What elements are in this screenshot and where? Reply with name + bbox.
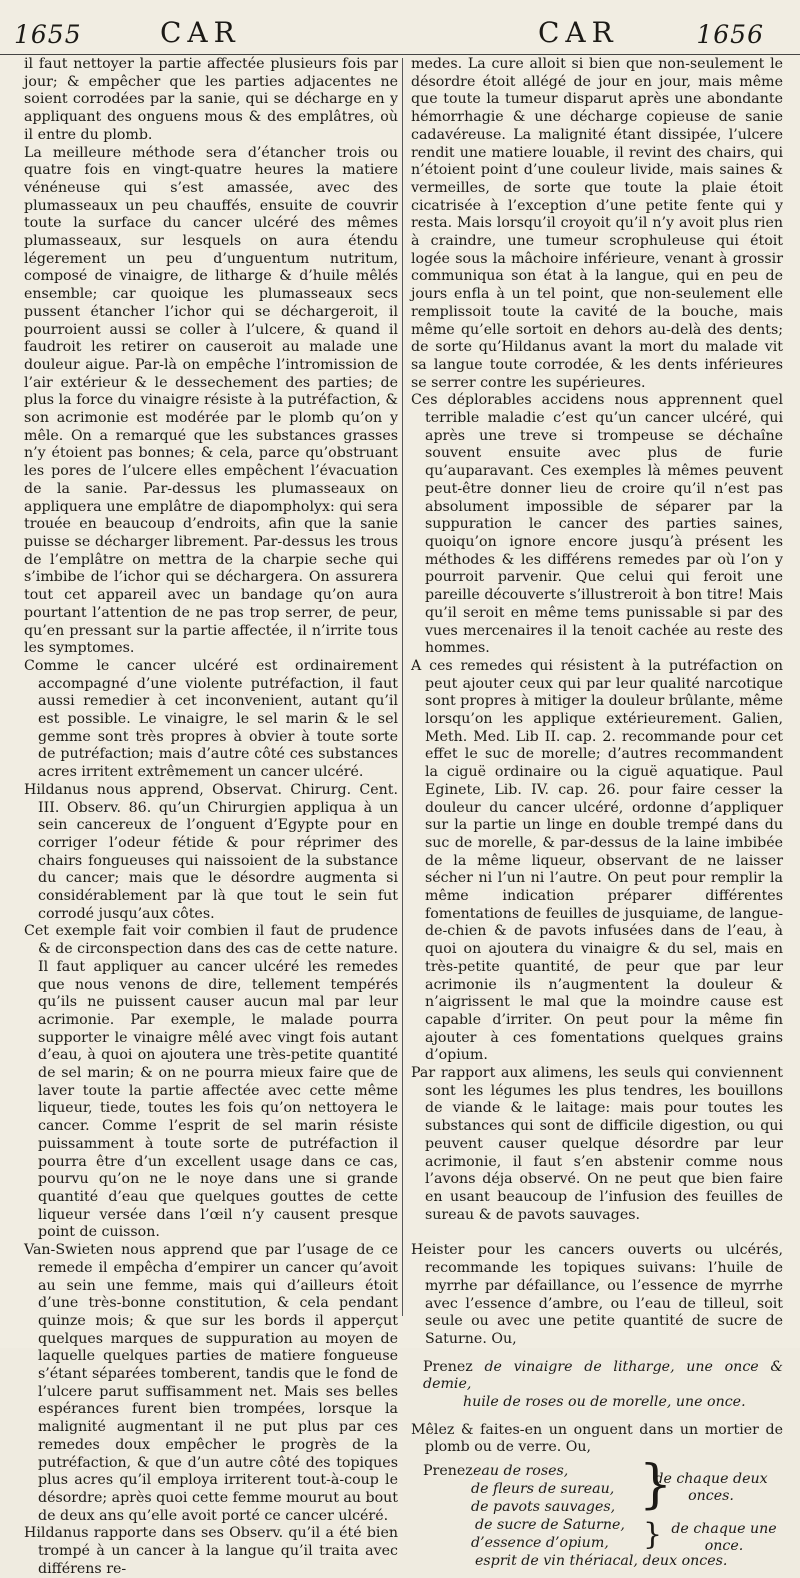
paragraph: La meilleure méthode sera d’étancher trois ou quatre fois en vingt-quatre heures la matiere vénéneuse qui s’est amassée, avec des plumasseaux un peu chauffés, ensuite de couvrir toute la surface du cancer ulcéré des mêmes plumasseaux, sur lesquels on aura étendu légerement un peu d’unguentum nutritum, composé de vinaigre, de litharge & d’huile mêlés ensemble; car quoique les plumasseaux secs pussent étancher l’ichor qui se déchargeroit, il pourroient aussi se coller à l’ulcere, & quand il faudroit les retirer on causeroit au malade une douleur aigue. Par-là on empêche l’intromission de l’air extérieur & le dessechement des parties; de plus la force du vinaigre résiste à la putréfaction, & son acrimonie est modérée par le plomb qu’on y mêle. On a remarqué que les substances grasses n’y étoient pas bonnes; & cela, parce qu’obstruant les pores de l’ulcere elles empêchent l’évacuation de la sanie. Par-dessus les plumasseaux on appliquera une emplâtre de diapompholyx: qui sera trouée en beaucoup d’endroits, afin que la sanie puisse se décharger librement. Par-dessus les trous de l’emplâtre on mettra de la charpie seche qui s’imbibe de l’ichor qui se déchargera. On assurera tout cet appareil avec un bandage qu’on aura pourtant l’attention de ne pas trop serrer, de peur, qu’en pressant sur la partie affectée, il n’irrite tous les symptomes. [24,144,398,657]
paragraph: Hildanus rapporte dans ses Observ. qu’il a été bien trompé à un cancer à la langue qu’il traita avec différens re- [24,1525,398,1577]
ingredient: de fleurs de sureau, [471,1481,615,1498]
paragraph: Hildanus nous apprend, Observat. Chirurg. Cent. III. Observ. 86. qu’un Chirurgien appliqua à un sein cancereux de l’onguent d’Egypte pour en corriger l’odeur fétide & pour réprimer des chairs fongueuses qui naissoient de la substance du cancer; mais que le désordre augmenta si considérablement par là que tout le sein fut corrodé jusqu’aux côtes. [24,781,398,922]
ingredient: esprit de vin thériacal, deux onces. [475,1553,728,1570]
paragraph: il faut nettoyer la partie affectée plusieurs fois par jour; & empêcher que les parties adjacentes ne soient corrodées par la sanie, qui se décharge en y appliquant des onguens mous & des emplâtres, où il entre du plomb. [24,56,398,143]
recipe-one [411,1359,783,1412]
paragraph: medes. La cure alloit si bien que non-seulement le désordre étoit allégé de jour en jour, mais même que toute la tumeur disparut après une abondante hémorrhagie & une décharge copieuse de sanie cadavéreuse. La malignité étant dissipée, l’ulcere rendit une matiere louable, il revint des chairs, qui n’étoient point d’une couleur livide, mais saines & vermeilles, de sorte que toute la plaie étoit cicatrisée à l’exception d’une petite fente qui y resta. Mais lorsqu’il croyoit qu’il n’y avoit plus rien à craindre, une tumeur scrophuleuse qui étoit logée sous la mâchoire inférieure, venant à grossir communiqua son état à la langue, qui en peu de jours enfla à un tel point, que non-seulement elle remplissoit toute la cavité de la bouche, mais même qu’elle sortoit en dehors au-delà des dents; de sorte qu’Hildanus avant la mort du malade vit sa langue toute corrodée, & les dents inférieures se serrer contre les supérieures. [411,56,783,391]
ingredient: de sucre de Saturne, [475,1517,625,1534]
column-divider [402,58,403,1316]
right-running-head: CAR [538,16,619,49]
paragraph: Heister pour les cancers ouverts ou ulcérés, recommande les topiques suivans: l’huile de myrrhe par défaillance, ou l’essence de myrrhe avec l’essence d’ambre, ou l’eau de tilleul, soit seule ou avec une petite quantité de sucre de Saturne. Ou, [411,1242,783,1347]
recipe-lead: Prenez [423,1463,473,1480]
brace: } [643,1517,663,1553]
paragraph: Van-Swieten nous apprend que par l’usage de ce remede il empêcha d’empirer un cancer qu’avoit au sein une femme, mais qui d’ailleurs étoit d’une très-bonne constitution, & cela pendant quinze mois; & que sur les bords il apperçut quelques marques de suppuration au moyen de laquelle quelques parties de matiere fongueuse s’étant séparées tomberent, tandis que le fond de l’ulcere parut suffisamment net. Mais ses belles espérances furent bien trompées, lorsque la malignité augmentant il ne put plus par ces remedes doux empêcher le progrès de la putréfaction, & que d’un autre côté des topiques plus acres qu’il employa irriterent tout-à-coup le désordre; après quoi cette femme mourut au bout de deux ans qu’elle avoit porté ce cancer ulcéré. [24,1242,398,1524]
paragraph: Ces déplorables accidens nous apprennent quel terrible maladie c’est qu’un cancer ulcéré, qui après une treve si trompeuse se déchaîne souvent ensuite avec plus de furie qu’auparavant. Ces exemples là mêmes peuvent peut-être donner lieu de croire qu’il n’est pas absolument impossible de séparer par la suppuration le cancer des parties saines, quoiqu’on ignore encore jusqu’à présent les méthodes & les différens remedes par où l’on y pourroit parvenir. Que celui qui feroit une pareille découverte s’illustreroit à bon titre! Mais qu’il seroit en même tems punissable si par des vues mercenaires il la tenoit cachée au reste des hommes. [411,392,783,657]
ingredient: eau de roses, [473,1463,569,1480]
paragraph: Comme le cancer ulcéré est ordinairement accompagné d’une violente putréfaction, il faut aussi remedier à cet inconvenient, autant qu’il est possible. Le vinaigre, le sel marin & le sel gemme sont très propres à obvier à toute sorte de putréfaction; mais d’autre côté ces substances acres irritent extrêmement un cancer ulcéré. [24,657,398,781]
brace: } [639,1455,673,1516]
right-column [411,56,783,1573]
left-column [24,56,398,1578]
left-running-head: CAR [160,16,241,49]
quantity-label: de chaque une once. [671,1521,777,1555]
ingredient: de pavots sauvages, [471,1499,616,1516]
recipe-two [411,1455,783,1573]
left-page-number: 1655 [14,20,82,49]
right-page-number: 1656 [696,20,764,49]
recipe-lead: Prenez [423,1358,473,1375]
recipe-line: huile de roses ou de morelle, une once. [463,1394,746,1411]
paragraph: A ces remedes qui résistent à la putréfaction on peut ajouter ceux qui par leur qualité narcotique sont propres à mitiger la douleur brûlante, même lorsqu’on les applique extérieurement. Galien, Meth. Med. Lib II. cap. 2. recommande pour cet effet le suc de morelle; d’autres recommandent la ciguë ordinaire ou la ciguë aquatique. Paul Eginete, Lib. IV. cap. 26. pour faire cesser la douleur du cancer ulcéré, ordonne d’appliquer sur la partie un linge en double trempé dans du suc de morelle, & par-dessus de la laine imbibée de la même liqueur, observant de ne laisser sécher ni l’un ni l’autre. On peut pour remplir la même indication préparer différentes fomentations de feuilles de jusquiame, de langue-de-chien & de pavots infusées dans de l’eau, à quoi on ajoutera du vinaigre & du sel, mais en très-petite quantité, de peur que par leur acrimonie ils n’augmentent la douleur & n’aigrissent le mal que la moindre cause est capable d’irriter. On peut pour la même fin ajouter à ces fomentations quelques grains d’opium. [411,657,783,1064]
ingredient: d’essence d’opium, [471,1535,609,1552]
paragraph: Cet exemple fait voir combien il faut de prudence & de circonspection dans des cas de cette nature. Il faut appliquer au cancer ulcéré les remedes que nous venons de dire, tellement tempérés qu’ils ne puissent causer aucun mal par leur acrimonie. Par exemple, le malade pourra supporter le vinaigre mêlé avec vingt fois autant d’eau, à quoi on ajoutera une très-petite quantité de sel marin; & on ne pourra mieux faire que de laver toute la partie affectée avec cette même liqueur, tiede, toutes les fois qu’on nettoyera le cancer. Comme l’esprit de sel marin résiste puissamment à toute sorte de putréfaction il pourra être d’un excellent usage dans ce cas, pourvu qu’on ne le noye dans une si grande quantité d’eau que quelques gouttes de cette liqueur versée dans l’œil n’y causent presque point de cuisson. [24,923,398,1241]
quantity-label: de chaque deux onces. [654,1471,768,1505]
mix-instruction: Mêlez & faites-en un onguent dans un mortier de plomb ou de verre. Ou, [411,1421,783,1456]
recipe-line: de vinaigre de litharge, une once & demie, [423,1358,783,1393]
page-header [0,14,800,55]
paragraph: Par rapport aux alimens, les seuls qui conviennent sont les légumes les plus tendres, les bouillons de viande & le laitage: mais pour toutes les substances qui sont de difficile digestion, ou qui peuvent causer quelque désordre par leur acrimonie, il faut s’en abstenir comme nous l’avons déja observé. On ne peut que bien faire en usant beaucoup de l’infusion des feuilles de sureau & de pavots sauvages. [411,1065,783,1223]
